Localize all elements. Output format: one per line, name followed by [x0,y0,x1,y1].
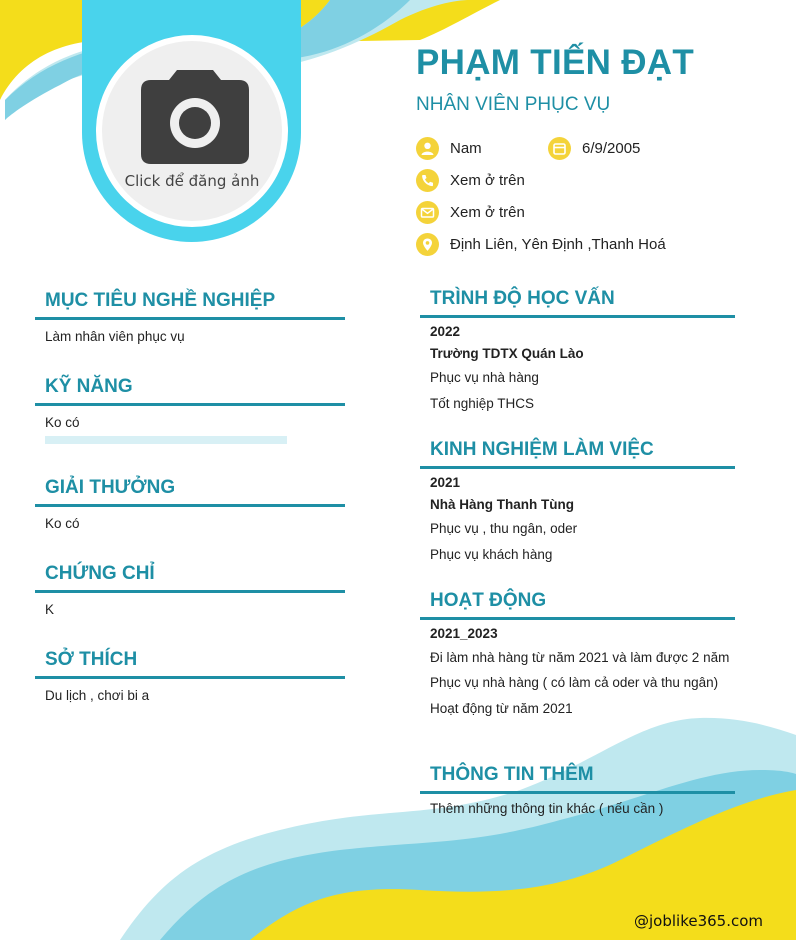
location-pin-icon [416,233,439,256]
section-education [420,288,735,417]
camera-icon [141,70,249,164]
skill-text[interactable]: Ko có [45,414,80,430]
email-value[interactable]: Xem ở trên [450,204,525,221]
section-awards [35,477,345,531]
section-title[interactable]: SỞ THÍCH [35,649,345,679]
school-name[interactable]: Trường TDTX Quán Lào [430,345,584,361]
experience-description[interactable]: Phục vụ khách hàng [430,546,553,562]
info-email [416,201,525,224]
activities-year[interactable]: 2021_2023 [430,625,498,641]
candidate-position[interactable]: NHÂN VIÊN PHỤC VỤ [416,94,611,115]
education-major[interactable]: Phục vụ nhà hàng [430,369,539,385]
section-objective [35,290,345,344]
activities-line[interactable]: Phục vụ nhà hàng ( có làm cả oder và thu ngân) [430,674,719,690]
activities-line[interactable]: Hoạt động từ năm 2021 [430,700,573,716]
calendar-icon [548,137,571,160]
phone-icon [416,169,439,192]
section-activities [420,590,735,722]
section-title[interactable]: KINH NGHIỆM LÀM VIỆC [420,439,735,469]
photo-upload-label: Click để đăng ảnh [124,172,260,190]
section-skills [35,376,345,444]
candidate-name[interactable]: PHẠM TIẾN ĐẠT [416,43,695,82]
info-address [416,233,666,256]
hobbies-text[interactable]: Du lịch , chơi bi a [45,687,150,703]
company-name[interactable]: Nhà Hàng Thanh Tùng [430,496,574,512]
section-title[interactable]: MỤC TIÊU NGHỀ NGHIỆP [35,290,345,320]
info-birthday [548,137,640,160]
education-year[interactable]: 2022 [430,323,461,339]
certificates-text[interactable]: K [45,601,55,617]
objective-text[interactable]: Làm nhân viên phục vụ [45,328,185,344]
section-title[interactable]: CHỨNG CHỈ [35,563,345,593]
skill-level-bar [45,436,287,444]
section-title[interactable]: HOẠT ĐỘNG [420,590,735,620]
email-icon [416,201,439,224]
activities-line[interactable]: Đi làm nhà hàng từ năm 2021 và làm được 2 năm [430,649,730,665]
birthday-value[interactable]: 6/9/2005 [582,140,641,157]
footer-brand: @joblike365.com [634,912,764,930]
experience-role[interactable]: Phục vụ , thu ngân, oder [430,520,578,536]
phone-value[interactable]: Xem ở trên [450,172,525,189]
section-title[interactable]: GIẢI THƯỞNG [35,477,345,507]
gender-value[interactable]: Nam [450,140,482,157]
info-gender [416,137,482,160]
photo-upload[interactable] [96,35,288,227]
address-value[interactable]: Định Liên, Yên Định ,Thanh Hoá [450,236,666,253]
section-experience [420,439,735,568]
section-extra-info [420,764,735,816]
experience-year[interactable]: 2021 [430,474,461,490]
section-hobbies [35,649,345,703]
extra-info-text[interactable]: Thêm những thông tin khác ( nếu cần ) [430,800,664,816]
section-title[interactable]: KỸ NĂNG [35,376,345,406]
section-title[interactable]: THÔNG TIN THÊM [420,764,735,794]
info-phone [416,169,525,192]
section-title[interactable]: TRÌNH ĐỘ HỌC VẤN [420,288,735,318]
awards-text[interactable]: Ko có [45,515,80,531]
section-certificates [35,563,345,617]
user-icon [416,137,439,160]
education-description[interactable]: Tốt nghiệp THCS [430,395,535,411]
